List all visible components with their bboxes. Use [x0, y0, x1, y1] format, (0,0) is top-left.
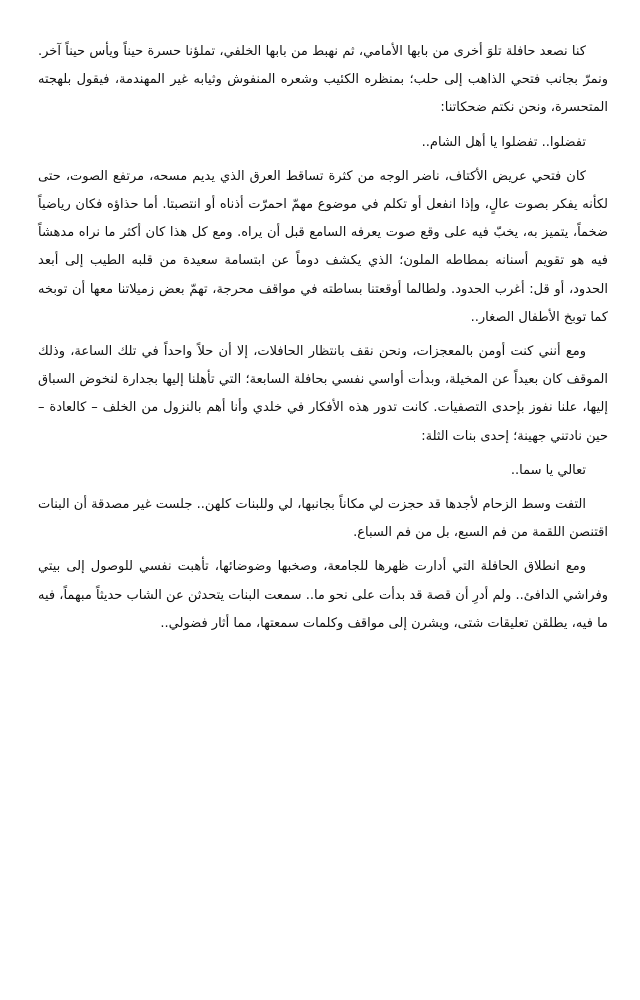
paragraph-2: كان فتحي عريض الأكتاف، ناضر الوجه من كثرة تساقط العرق الذي يديم مسحه، مرتفع الصوت، حتى لكأنه يفكر بصوت عالٍ، وإذا انفعل أو تكلم في موضوع مهمّ احمرّت أذناه أو انتصبتا. أما حذاؤه فكان رياضياً ضخماً، يتميز به، يخبّ فيه على وقع صوت يعرفه السامع قبل أن يراه. ومع كل هذا كان أكثر ما نراه مدهشاً فيه هو تقويم أسنانه بمطاطه الملون؛ الذي يكشف دوماً عن ابتسامة سعيدة من قلبه الطيب إلى أبعد الحدود، أو قل: أغرب الحدود. ولطالما أوقعتنا بساطته في مواقف محرجة، تهمّ بعض زميلاتنا معها أن توبخه كما توبخ الأطفال الصغار.. — [38, 168, 608, 325]
paragraph-3: ومع أنني كنت أومن بالمعجزات، ونحن نقف بانتظار الحافلات، إلا أن حلاً واحداً في تلك الساعة، وذلك الموقف كان بعيداً عن المخيلة، وبدأت أواسي نفسي بحافلة السابعة؛ التي تأهلنا إليها بجدارة لنخوض السباق إليها، علنا نفوز بإحدى التصفيات. كانت تدور هذه الأفكار في خلدي وأنا أهم بالنزول من الخلف – كالعادة – حين نادتني جهينة؛ إحدى بنات الثلة: — [38, 344, 608, 444]
dialogue-line-1: تفضلوا.. تفضلوا يا أهل الشام.. — [421, 134, 586, 150]
paragraph-4: التفت وسط الزحام لأجدها قد حجزت لي مكاناً بجانبها، لي وللبنات كلهن.. جلست غير مصدقة أن البنات اقتنصن اللقمة من فم السبع، بل من فم السباع. — [38, 497, 608, 541]
dialogue-line-2: تعالي يا سما.. — [510, 462, 586, 478]
document-page — [38, 38, 608, 644]
paragraph-1: كنا نصعد حافلة تلوَ أخرى من بابها الأمامي، ثم نهبط من بابها الخلفي، تملؤنا حسرة حيناً ويأس حيناً آخر. ونمرّ بجانب فتحي الذاهب إلى حلب؛ بمنظره الكئيب وشعره المنفوش وثيابه غير المهندمة، فيقول بلهجته المتحسرة، ونحن نكتم ضحكاتنا: — [38, 44, 608, 116]
paragraph-5: ومع انطلاق الحافلة التي أدارت ظهرها للجامعة، وصخبها وضوضائها، تأهبت نفسي للوصول إلى بيتي وفراشي الدافئ.. ولم أدرِ أن قصة قد بدأت على نحو ما.. سمعت البنات يتحدثن عن الشاب حديثاً مبهماً، فيه ما فيه، يطلقن تعليقات شتى، ويشرن إلى مواقف وكلمات سمعتها، مما أثار فضولي.. — [38, 559, 608, 631]
